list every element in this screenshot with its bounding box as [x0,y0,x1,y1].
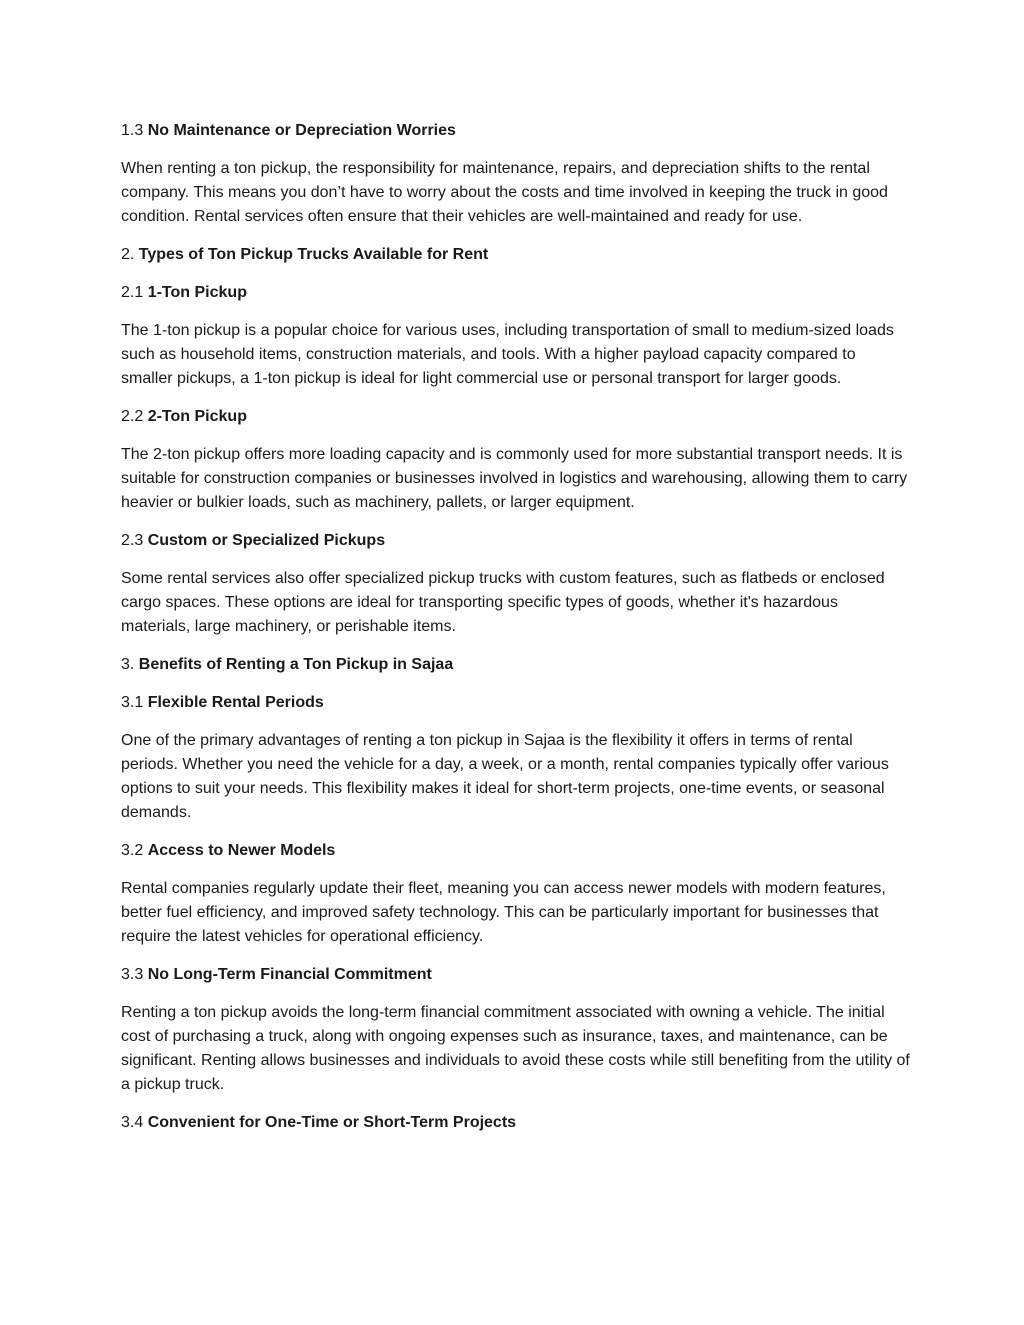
paragraph-flexible-periods: One of the primary advantages of renting a ton pickup in Sajaa is the flexibility it offers in terms of rental periods. Whether you need the vehicle for a day, a week, or a month, rental companies typically offer various options to suit your needs. This flexibility makes it ideal for short-term projects, one-time events, or seasonal demands. [121,732,889,821]
heading-title: Custom or Specialized Pickups [147,532,386,549]
heading-number: 2.2 [121,408,144,425]
heading-number: 3.3 [121,966,144,983]
heading-title: No Long-Term Financial Commitment [147,966,432,983]
paragraph-2-ton: The 2-ton pickup offers more loading capacity and is commonly used for more substantial transport needs. It is suitable for construction companies or businesses involved in logistics and warehousing, allowing them to carry heavier or bulkier loads, such as machinery, pallets, or larger equipment. [121,446,908,511]
heading-number: 3.2 [121,842,144,859]
section-heading-2-1 [121,281,911,305]
heading-number: 3.4 [121,1114,144,1131]
section-heading-3 [121,653,911,677]
heading-title: 1-Ton Pickup [147,284,247,301]
document-page [121,119,911,1149]
paragraph-1-ton: The 1-ton pickup is a popular choice for various uses, including transportation of small to medium-sized loads such as household items, construction materials, and tools. With a higher payload capacity compared to smaller pickups, a 1-ton pickup is ideal for light commercial use or personal transport for larger goods. [121,322,894,387]
section-heading-2 [121,243,911,267]
section-heading-3-4 [121,1111,911,1135]
heading-title: Benefits of Renting a Ton Pickup in Sajaa [138,656,454,673]
paragraph-specialized: Some rental services also offer specialized pickup trucks with custom features, such as flatbeds or enclosed cargo spaces. These options are ideal for transporting specific types of goods, whether it's hazardous materials, large machinery, or perishable items. [121,570,885,635]
heading-number: 2.1 [121,284,144,301]
heading-title: 2-Ton Pickup [147,408,247,425]
heading-number: 2. [121,246,135,263]
section-heading-2-2 [121,405,911,429]
section-heading-2-3 [121,529,911,553]
section-heading-1-3 [121,119,911,143]
section-heading-3-1 [121,691,911,715]
heading-number: 2.3 [121,532,144,549]
paragraph-newer-models: Rental companies regularly update their fleet, meaning you can access newer models with modern features, better fuel efficiency, and improved safety technology. This can be particularly important for businesses that require the latest vehicles for operational efficiency. [121,880,886,945]
heading-title: Flexible Rental Periods [147,694,324,711]
heading-title: Access to Newer Models [147,842,336,859]
paragraph-maintenance: When renting a ton pickup, the responsibility for maintenance, repairs, and depreciation shifts to the rental company. This means you don’t have to worry about the costs and time involved in keeping the truck in good condition. Rental services often ensure that their vehicles are well-maintained and ready for use. [121,160,888,225]
heading-title: No Maintenance or Depreciation Worries [147,122,456,139]
section-heading-3-3 [121,963,911,987]
section-heading-3-2 [121,839,911,863]
heading-number: 3. [121,656,135,673]
heading-title: Convenient for One-Time or Short-Term Projects [147,1114,517,1131]
heading-number: 3.1 [121,694,144,711]
heading-title: Types of Ton Pickup Trucks Available for Rent [138,246,489,263]
heading-number: 1.3 [121,122,144,139]
paragraph-financial-commitment: Renting a ton pickup avoids the long-term financial commitment associated with owning a vehicle. The initial cost of purchasing a truck, along with ongoing expenses such as insurance, taxes, and maintenance, can be significant. Renting allows businesses and individuals to avoid these costs while still benefiting from the utility of a pickup truck. [121,1004,910,1093]
